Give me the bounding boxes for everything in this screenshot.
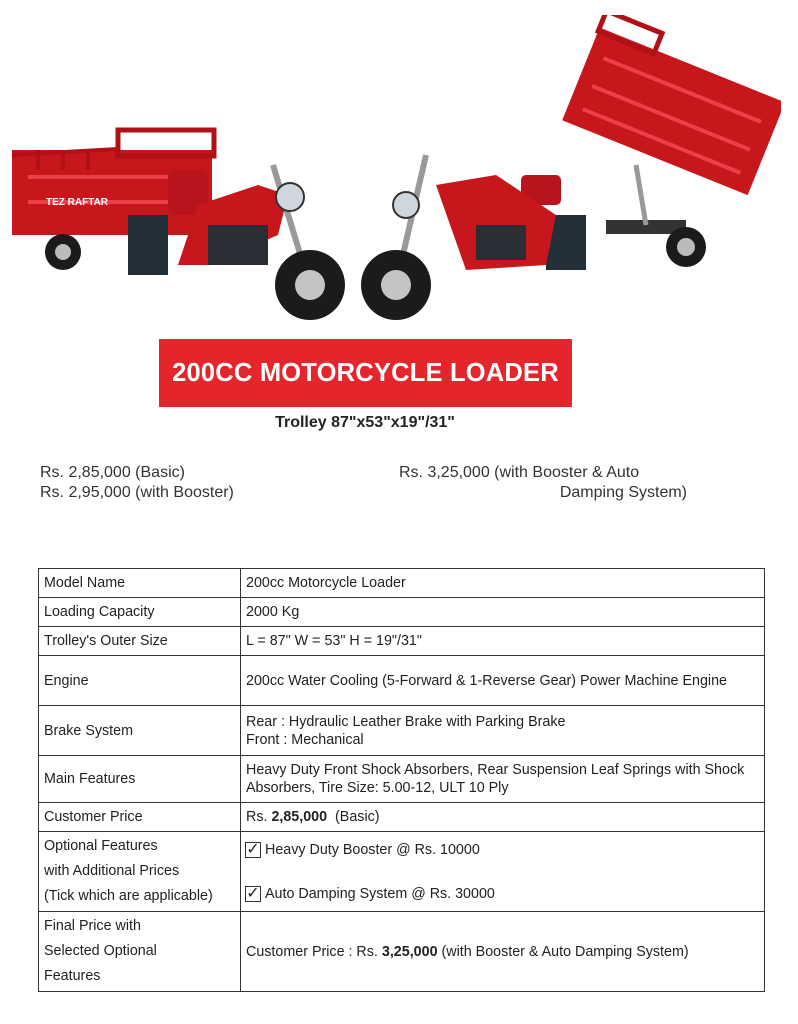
option-label: Auto Damping System @ Rs. 30000	[265, 885, 495, 902]
row-label: Customer Price	[39, 803, 241, 832]
price-full-line2: Damping System)	[559, 484, 687, 501]
row-value	[241, 832, 765, 912]
row-value: Customer Price : Rs. 3,25,000 (with Booster & Auto Damping System)	[241, 912, 765, 992]
brake-front: Front : Mechanical	[246, 731, 364, 748]
brake-rear: Rear : Hydraulic Leather Brake with Parking Brake	[246, 713, 566, 730]
row-value	[241, 706, 765, 756]
table-row	[39, 706, 765, 756]
row-value: L = 87" W = 53" H = 19"/31"	[241, 627, 765, 656]
page-title: 200CC MOTORCYCLE LOADER	[172, 358, 559, 387]
table-row	[39, 803, 765, 832]
svg-text:TEZ RAFTAR: TEZ RAFTAR	[46, 197, 109, 208]
row-value: 200cc Motorcycle Loader	[241, 569, 765, 598]
spec-table	[38, 568, 765, 992]
price-list-left	[40, 463, 234, 503]
row-value: 200cc Water Cooling (5-Forward & 1-Reverse Gear) Power Machine Engine	[241, 656, 765, 706]
row-label: Model Name	[39, 569, 241, 598]
table-row	[39, 912, 765, 992]
row-label: Main Features	[39, 756, 241, 803]
loader-image-tipper	[356, 15, 781, 325]
auto-damping-checkbox[interactable]: ✓	[246, 884, 260, 902]
price-booster: Rs. 2,95,000 (with Booster)	[40, 484, 234, 501]
row-label: Trolley's Outer Size	[39, 627, 241, 656]
price-list-right	[399, 463, 687, 503]
table-row	[39, 756, 765, 803]
table-row	[39, 832, 765, 912]
table-row	[39, 656, 765, 706]
row-label: Optional Features with Additional Prices (Tick which are applicable)	[39, 832, 241, 912]
loader-image-side	[8, 125, 353, 325]
row-label: Engine	[39, 656, 241, 706]
table-row	[39, 627, 765, 656]
row-label: Brake System	[39, 706, 241, 756]
row-label: Final Price with Selected Optional Features	[39, 912, 241, 992]
product-images	[0, 0, 798, 330]
final-price-amount: 3,25,000	[381, 943, 438, 960]
price-basic: Rs. 2,85,000 (Basic)	[40, 464, 185, 481]
row-label: Loading Capacity	[39, 598, 241, 627]
basic-price-amount: 2,85,000	[271, 809, 328, 825]
table-row	[39, 598, 765, 627]
row-value: 2000 Kg	[241, 598, 765, 627]
title-banner	[159, 339, 572, 407]
row-value: Heavy Duty Front Shock Absorbers, Rear Suspension Leaf Springs with Shock Absorbers, Tire Size: 5.00-12, ULT 10 Ply	[241, 756, 765, 803]
price-full-line1: Rs. 3,25,000 (with Booster & Auto	[399, 464, 640, 481]
row-value: Rs. 2,85,000 (Basic)	[241, 803, 765, 832]
trolley-size-subtitle: Trolley 87"x53"x19"/31"	[275, 414, 455, 431]
table-row	[39, 569, 765, 598]
booster-checkbox[interactable]: ✓	[246, 840, 260, 858]
option-label: Heavy Duty Booster @ Rs. 10000	[265, 841, 480, 858]
